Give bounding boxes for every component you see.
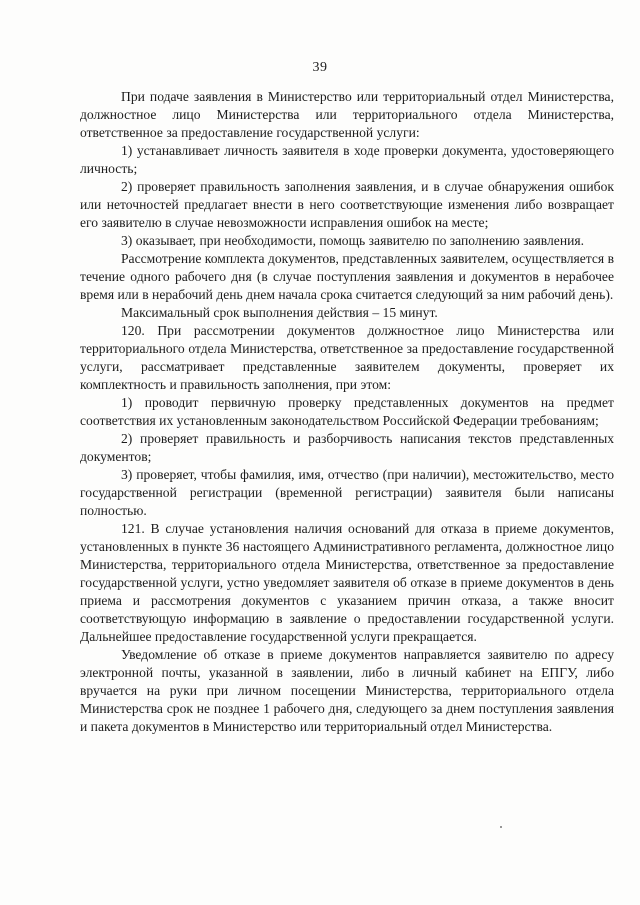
document-body bbox=[80, 88, 614, 736]
page-number: 39 bbox=[312, 60, 328, 75]
paragraph-refusal-notice: Уведомление об отказе в приеме документов направляется заявителю по адресу электронной почты, указанной в заявлении, либо в личный кабинет на ЕПГУ, либо вручается на руки при личном посещении Министерства, территориального отдела Министерства срок не позднее 1 рабочего дня, следующего за днем поступления заявления и пакета документов в Министерство или территориальный отдел Министерства. bbox=[80, 647, 614, 734]
scan-speck bbox=[500, 826, 502, 828]
paragraph-item-3: 3) оказывает, при необходимости, помощь заявителю по заполнению заявления. bbox=[121, 233, 585, 248]
paragraph-clause-120-item-1: 1) проводит первичную проверку представленных документов на предмет соответствия их установленным законодательством Российской Федерации требованиям; bbox=[80, 395, 614, 428]
paragraph-item-1: 1) устанавливает личность заявителя в ходе проверки документа, удостоверяющего личность; bbox=[80, 143, 614, 176]
paragraph-review-term: Рассмотрение комплекта документов, представленных заявителем, осуществляется в течение одного рабочего дня (в случае поступления заявления и документов в нерабочее время или в нерабочий день днем начала срока считается следующий за ним рабочий день). bbox=[80, 251, 614, 302]
paragraph-clause-120-item-3: 3) проверяет, чтобы фамилия, имя, отчество (при наличии), местожительство, место государственной регистрации (временной регистрации) заявителя были написаны полностью. bbox=[80, 467, 614, 518]
paragraph-item-2: 2) проверяет правильность заполнения заявления, и в случае обнаружения ошибок или неточностей предлагает внести в него соответствующие изменения либо возвращает его заявителю в случае невозможности исправления ошибок на месте; bbox=[80, 179, 614, 230]
paragraph-clause-120: 120. При рассмотрении документов должностное лицо Министерства или территориального отдела Министерства, ответственное за предоставление государственной услуги, рассматривает представленные заявителем документы, проверяет их комплектность и правильность заполнения, при этом: bbox=[80, 323, 614, 392]
paragraph-clause-120-item-2: 2) проверяет правильность и разборчивость написания текстов представленных документов; bbox=[80, 431, 614, 464]
paragraph-max-time: Максимальный срок выполнения действия – 15 минут. bbox=[121, 305, 438, 320]
paragraph-intro: При подаче заявления в Министерство или территориальный отдел Министерства, должностное лицо Министерства или территориального отдела Министерства, ответственное за предоставление государственной услуги: bbox=[80, 89, 614, 140]
paragraph-clause-121: 121. В случае установления наличия оснований для отказа в приеме документов, установленных в пункте 36 настоящего Административного регламента, должностное лицо Министерства, территориального отдела Министерства, ответственное за предоставление государственной услуги, устно уведомляет заявителя об отказе в приеме документов в день приема и рассмотрения документов с указанием причин отказа, а также вносит соответствующую информацию в заявление о предоставлении государственной услуги. Дальнейшее предоставление государственной услуги прекращается. bbox=[80, 521, 614, 644]
